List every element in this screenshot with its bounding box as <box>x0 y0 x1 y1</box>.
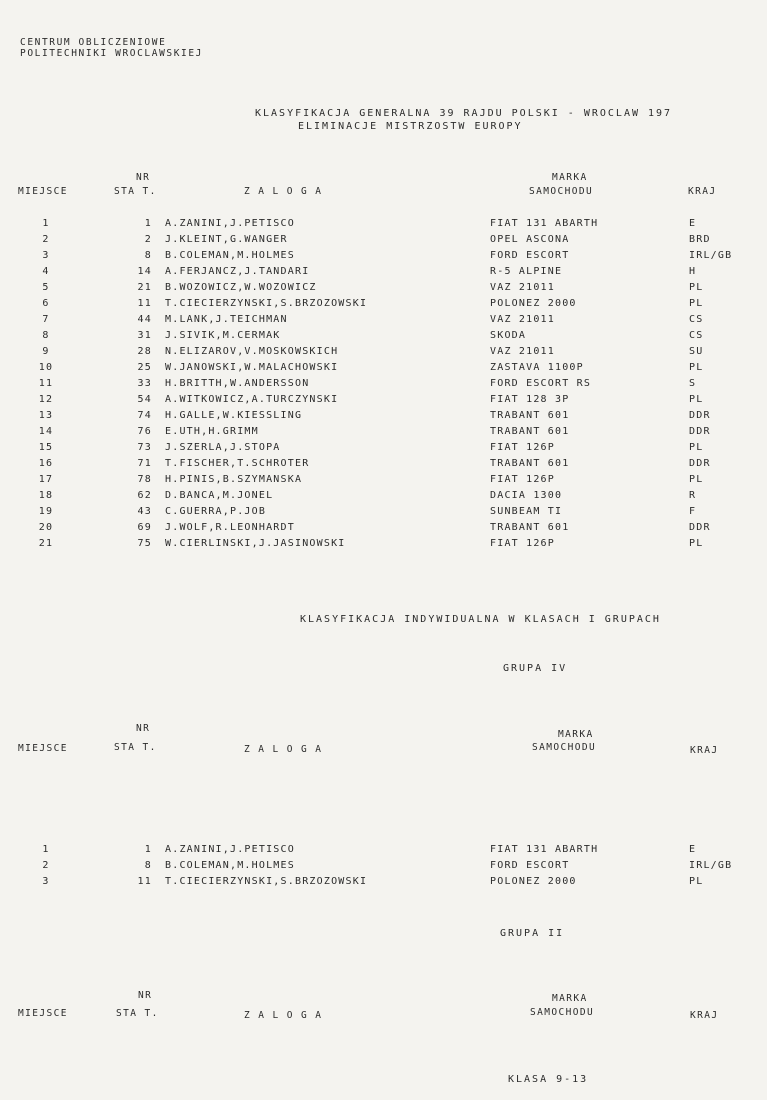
group-iv-label: GRUPA IV <box>503 663 568 674</box>
start-number: 1 <box>144 218 152 229</box>
country: E <box>689 218 697 229</box>
crew: N.ELIZAROV,V.MOSKOWSKICH <box>165 346 339 357</box>
start-number: 14 <box>137 266 152 277</box>
col-crew: Z A L O G A <box>244 744 323 755</box>
group-ii-label: GRUPA II <box>500 928 565 939</box>
crew: J.SIVIK,M.CERMAK <box>165 330 281 341</box>
country: CS <box>689 314 704 325</box>
place: 10 <box>38 362 54 373</box>
crew: J.WOLF,R.LEONHARDT <box>165 522 295 533</box>
crew: B.COLEMAN,M.HOLMES <box>165 250 295 261</box>
country: BRD <box>689 234 711 245</box>
start-number: 44 <box>137 314 152 325</box>
car: VAZ 21011 <box>490 314 555 325</box>
start-number: 8 <box>144 250 152 261</box>
start-number: 11 <box>137 876 152 887</box>
crew: H.GALLE,W.KIESSLING <box>165 410 303 421</box>
table-row <box>0 876 767 890</box>
class-label: KLASA 9-13 <box>508 1074 589 1085</box>
col-nr-top: NR <box>138 990 153 1001</box>
car: FORD ESCORT RS <box>490 378 592 389</box>
crew: C.GUERRA,P.JOB <box>165 506 267 517</box>
car: FIAT 126P <box>490 442 555 453</box>
individual-classification-title: KLASYFIKACJA INDYWIDUALNA W KLASACH I GRUPACH <box>300 614 661 625</box>
table-row <box>0 426 767 440</box>
crew: M.LANK,J.TEICHMAN <box>165 314 288 325</box>
col-place: MIEJSCE <box>18 1008 68 1019</box>
car: R-5 ALPINE <box>490 266 563 277</box>
crew: T.CIECIERZYNSKI,S.BRZOZOWSKI <box>165 298 368 309</box>
crew: T.CIECIERZYNSKI,S.BRZOZOWSKI <box>165 876 368 887</box>
table-row <box>0 346 767 360</box>
crew: J.KLEINT,G.WANGER <box>165 234 288 245</box>
country: S <box>689 378 697 389</box>
col-car: SAMOCHODU <box>530 1007 595 1018</box>
col-country: KRAJ <box>688 186 717 197</box>
col-car-top: MARKA <box>558 729 594 740</box>
start-number: 74 <box>137 410 152 421</box>
car: SKODA <box>490 330 527 341</box>
table-row <box>0 314 767 328</box>
start-number: 69 <box>137 522 152 533</box>
country: PL <box>689 442 704 453</box>
col-place: MIEJSCE <box>18 186 68 197</box>
table-row <box>0 506 767 520</box>
col-crew: Z A L O G A <box>244 186 323 197</box>
car: FIAT 131 ABARTH <box>490 218 599 229</box>
country: SU <box>689 346 704 357</box>
crew: A.ZANINI,J.PETISCO <box>165 844 295 855</box>
col-car: SAMOCHODU <box>529 186 594 197</box>
car: TRABANT 601 <box>490 426 570 437</box>
crew: A.FERJANCZ,J.TANDARI <box>165 266 310 277</box>
col-place: MIEJSCE <box>18 743 68 754</box>
crew: B.COLEMAN,M.HOLMES <box>165 860 295 871</box>
country: CS <box>689 330 704 341</box>
car: SUNBEAM TI <box>490 506 563 517</box>
col-start: STA T. <box>114 742 157 753</box>
place: 3 <box>42 876 50 887</box>
place: 12 <box>38 394 54 405</box>
country: DDR <box>689 426 711 437</box>
crew: D.BANCA,M.JONEL <box>165 490 274 501</box>
start-number: 43 <box>137 506 152 517</box>
start-number: 62 <box>137 490 152 501</box>
start-number: 28 <box>137 346 152 357</box>
place: 17 <box>38 474 54 485</box>
car: TRABANT 601 <box>490 522 570 533</box>
car: OPEL ASCONA <box>490 234 570 245</box>
table-row <box>0 442 767 456</box>
country: PL <box>689 362 704 373</box>
col-start: STA T. <box>114 186 157 197</box>
crew: H.BRITTH,W.ANDERSSON <box>165 378 310 389</box>
country: PL <box>689 394 704 405</box>
table-row <box>0 844 767 858</box>
country: PL <box>689 538 704 549</box>
car: FORD ESCORT <box>490 250 570 261</box>
table-row <box>0 394 767 408</box>
table-row <box>0 522 767 536</box>
start-number: 21 <box>137 282 152 293</box>
start-number: 8 <box>144 860 152 871</box>
col-country: KRAJ <box>690 1010 719 1021</box>
car: FIAT 126P <box>490 474 555 485</box>
table-row <box>0 474 767 488</box>
place: 18 <box>38 490 54 501</box>
general-classification-title: KLASYFIKACJA GENERALNA 39 RAJDU POLSKI - WROCLAW 197 <box>255 108 673 119</box>
car: FIAT 126P <box>490 538 555 549</box>
col-crew: Z A L O G A <box>244 1010 323 1021</box>
table-row <box>0 298 767 312</box>
place: 9 <box>42 346 50 357</box>
crew: J.SZERLA,J.STOPA <box>165 442 281 453</box>
table-row <box>0 330 767 344</box>
place: 4 <box>42 266 50 277</box>
country: DDR <box>689 410 711 421</box>
crew: A.WITKOWICZ,A.TURCZYNSKI <box>165 394 339 405</box>
crew: H.PINIS,B.SZYMANSKA <box>165 474 303 485</box>
car: TRABANT 601 <box>490 458 570 469</box>
country: DDR <box>689 522 711 533</box>
general-classification-subtitle: ELIMINACJE MISTRZOSTW EUROPY <box>298 121 523 132</box>
car: POLONEZ 2000 <box>490 298 577 309</box>
crew: T.FISCHER,T.SCHROTER <box>165 458 310 469</box>
col-nr-top: NR <box>136 723 151 734</box>
table-row <box>0 860 767 874</box>
place: 20 <box>38 522 54 533</box>
start-number: 2 <box>144 234 152 245</box>
col-car-top: MARKA <box>552 993 588 1004</box>
start-number: 25 <box>137 362 152 373</box>
place: 14 <box>38 426 54 437</box>
table-row <box>0 490 767 504</box>
place: 3 <box>42 250 50 261</box>
org-name-line2: POLITECHNIKI WROCLAWSKIEJ <box>20 48 203 59</box>
country: IRL/GB <box>689 250 733 261</box>
table-row <box>0 538 767 552</box>
place: 6 <box>42 298 50 309</box>
car: TRABANT 601 <box>490 410 570 421</box>
start-number: 73 <box>137 442 152 453</box>
place: 8 <box>42 330 50 341</box>
place: 2 <box>42 860 50 871</box>
car: FIAT 131 ABARTH <box>490 844 599 855</box>
start-number: 11 <box>137 298 152 309</box>
start-number: 76 <box>137 426 152 437</box>
col-car: SAMOCHODU <box>532 742 597 753</box>
country: PL <box>689 298 704 309</box>
table-row <box>0 218 767 232</box>
place: 15 <box>38 442 54 453</box>
table-row <box>0 410 767 424</box>
place: 2 <box>42 234 50 245</box>
table-row <box>0 458 767 472</box>
car: FORD ESCORT <box>490 860 570 871</box>
country: PL <box>689 876 704 887</box>
table-row <box>0 362 767 376</box>
col-start: STA T. <box>116 1008 159 1019</box>
start-number: 33 <box>137 378 152 389</box>
place: 16 <box>38 458 54 469</box>
place: 1 <box>42 218 50 229</box>
col-car-top: MARKA <box>552 172 588 183</box>
place: 13 <box>38 410 54 421</box>
place: 7 <box>42 314 50 325</box>
crew: W.CIERLINSKI,J.JASINOWSKI <box>165 538 346 549</box>
col-nr-top: NR <box>136 172 151 183</box>
crew: B.WOZOWICZ,W.WOZOWICZ <box>165 282 317 293</box>
country: R <box>689 490 697 501</box>
car: VAZ 21011 <box>490 346 555 357</box>
table-row <box>0 234 767 248</box>
country: PL <box>689 282 704 293</box>
car: FIAT 128 3P <box>490 394 570 405</box>
org-name-line1: CENTRUM OBLICZENIOWE <box>20 37 167 48</box>
col-country: KRAJ <box>690 745 719 756</box>
country: IRL/GB <box>689 860 733 871</box>
table-row <box>0 282 767 296</box>
crew: A.ZANINI,J.PETISCO <box>165 218 295 229</box>
place: 11 <box>38 378 54 389</box>
table-row <box>0 250 767 264</box>
country: PL <box>689 474 704 485</box>
country: F <box>689 506 697 517</box>
car: ZASTAVA 1100P <box>490 362 584 373</box>
start-number: 78 <box>137 474 152 485</box>
car: VAZ 21011 <box>490 282 555 293</box>
car: POLONEZ 2000 <box>490 876 577 887</box>
car: DACIA 1300 <box>490 490 563 501</box>
start-number: 1 <box>144 844 152 855</box>
crew: E.UTH,H.GRIMM <box>165 426 259 437</box>
start-number: 54 <box>137 394 152 405</box>
start-number: 71 <box>137 458 152 469</box>
place: 5 <box>42 282 50 293</box>
crew: W.JANOWSKI,W.MALACHOWSKI <box>165 362 339 373</box>
table-row <box>0 266 767 280</box>
place: 1 <box>42 844 50 855</box>
start-number: 75 <box>137 538 152 549</box>
country: DDR <box>689 458 711 469</box>
place: 19 <box>38 506 54 517</box>
country: H <box>689 266 697 277</box>
table-row <box>0 378 767 392</box>
place: 21 <box>38 538 54 549</box>
country: E <box>689 844 697 855</box>
start-number: 31 <box>137 330 152 341</box>
